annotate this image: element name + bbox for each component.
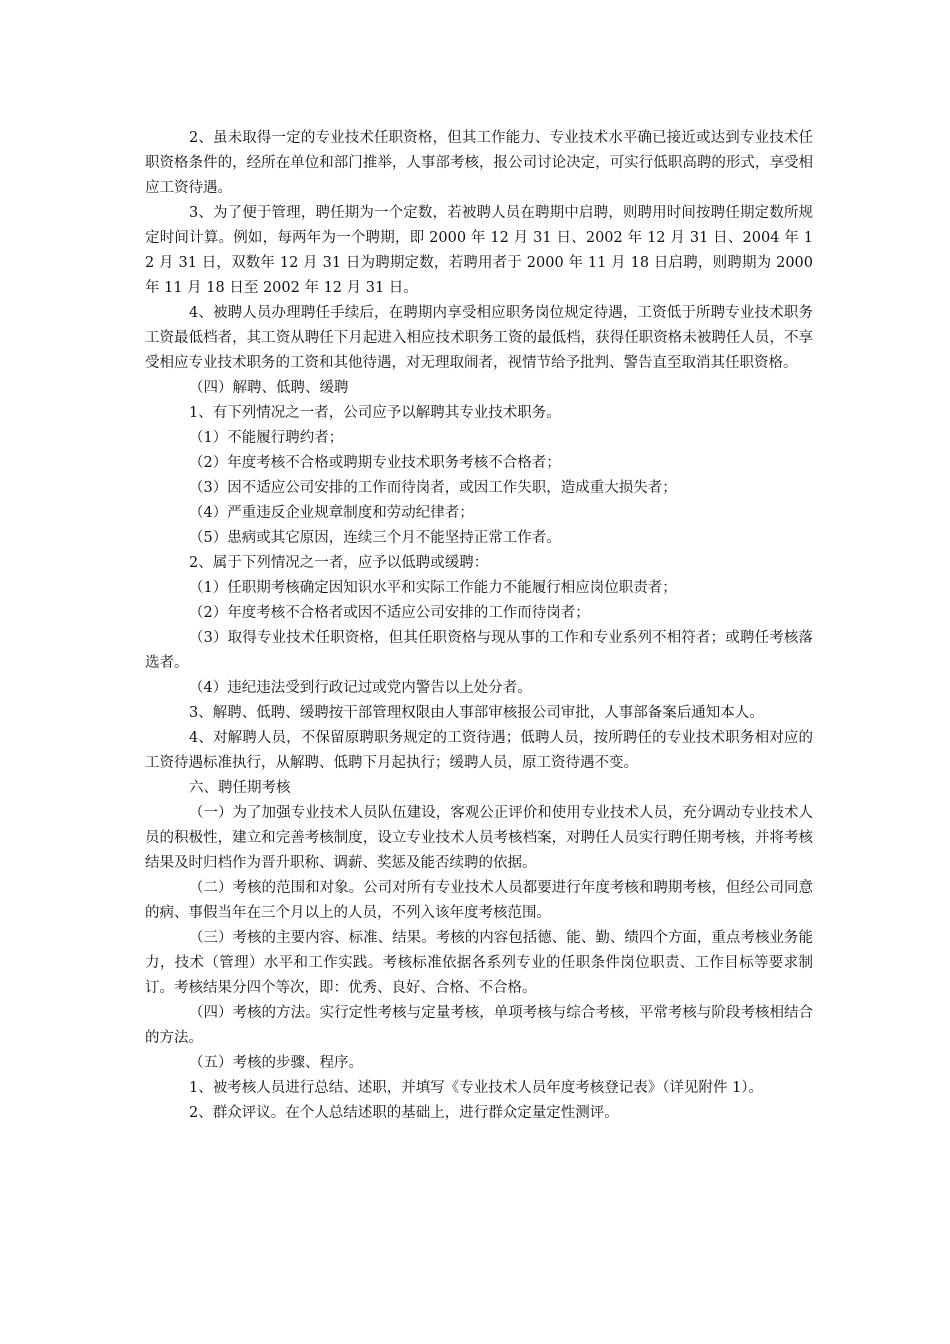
list-item-low-hire-2: （2）年度考核不合格者或因不适应公司安排的工作而待岗者； (189, 605, 590, 621)
list-item-dismissal-2: （2）年度考核不合格或聘期专业技术职务考核不合格者； (189, 455, 561, 471)
list-item-dismissal-1: （1）不能履行聘约者； (189, 430, 344, 446)
paragraph-assessment-2: （二）考核的范围和对象。公司对所有专业技术人员都要进行年度考核和聘期考核，但经公司同意的病、事假当年在三个月以上的人员，不列入该年度考核范围。 (145, 880, 813, 921)
paragraph-assessment-4: （四）考核的方法。实行定性考核与定量考核，单项考核与综合考核，平常考核与阶段考核相结合的方法。 (145, 1005, 813, 1046)
list-item-dismissal-4: （4）严重违反企业规章制度和劳动纪律者； (189, 505, 474, 521)
paragraph-assessment-1: （一）为了加强专业技术人员队伍建设，客观公正评价和使用专业技术人员，充分调动专业技术人员的积极性，建立和完善考核制度，设立专业技术人员考核档案，对聘任人员实行聘任期考核，并将考核结果及时归档作为晋升职称、调薪、奖惩及能否续聘的依据。 (145, 805, 813, 871)
document-body (145, 126, 813, 1126)
list-item-dismissal-5: （5）患病或其它原因，连续三个月不能坚持正常工作者。 (189, 530, 561, 546)
section-heading-assessment: 六、聘任期考核 (189, 780, 291, 796)
list-item-procedure-1: 1、被考核人员进行总结、述职，并填写《专业技术人员年度考核登记表》（详见附件 1）。 (189, 1080, 764, 1096)
paragraph-assessment-3: （三）考核的主要内容、标准、结果。考核的内容包括德、能、勤、绩四个方面，重点考核业务能力，技术（管理）水平和工作实践。考核标准依据各系列专业的任职条件岗位职责、工作目标等要求制订。考核结果分四个等次，即：优秀、良好、合格、不合格。 (145, 930, 813, 996)
section-heading-dismissal: （四）解聘、低聘、缓聘 (189, 380, 349, 396)
paragraph-dismissal-1: 1、有下列情况之一者，公司应予以解聘其专业技术职务。 (189, 405, 561, 421)
paragraph-dismissal-4: 4、对解聘人员，不保留原聘职务规定的工资待遇；低聘人员，按所聘任的专业技术职务相对应的工资待遇标准执行，从解聘、低聘下月起执行；缓聘人员，原工资待遇不变。 (145, 730, 813, 771)
list-item-low-hire-4: （4）违纪违法受到行政记过或党内警告以上处分者。 (189, 680, 532, 696)
paragraph-dismissal-2: 2、属于下列情况之一者，应予以低聘或缓聘： (189, 555, 489, 571)
list-item-low-hire-3: （3）取得专业技术任职资格，但其任职资格与现从事的工作和专业系列不相符者；或聘任考核落选者。 (145, 630, 813, 671)
paragraph-item-3: 3、为了便于管理，聘任期为一个定数，若被聘人员在聘期中启聘，则聘用时间按聘任期定数所规定时间计算。例如，每两年为一个聘期，即 2000 年 12 月 31 日、2002 年 12 月 31 日、2004 年 12 月 31 日，双数年 12 月 31 日为聘期定数，若聘用者于 2000 年 11 月 18 日启聘，则聘期为 2000 年 11 月 18 日至 2002 年 12 月 31 日。 (145, 205, 813, 296)
list-item-low-hire-1: （1）任职期考核确定因知识水平和实际工作能力不能履行相应岗位职责者； (189, 580, 677, 596)
paragraph-dismissal-3: 3、解聘、低聘、缓聘按干部管理权限由人事部审核报公司审批，人事部备案后通知本人。 (189, 705, 764, 721)
list-item-procedure-2: 2、群众评议。在个人总结述职的基础上，进行群众定量定性测评。 (189, 1105, 619, 1121)
list-item-dismissal-3: （3）因不适应公司安排的工作而待岗者，或因工作失职，造成重大损失者； (189, 480, 677, 496)
paragraph-item-4: 4、被聘人员办理聘任手续后，在聘期内享受相应职务岗位规定待遇，工资低于所聘专业技术职务工资最低档者，其工资从聘任下月起进入相应技术职务工资的最低档，获得任职资格未被聘任人员，不享受相应专业技术职务的工资和其他待遇，对无理取闹者，视情节给予批判、警告直至取消其任职资格。 (145, 305, 813, 371)
paragraph-item-2: 2、虽未取得一定的专业技术任职资格，但其工作能力、专业技术水平确已接近或达到专业技术任职资格条件的，经所在单位和部门推举，人事部考核，报公司讨论决定，可实行低职高聘的形式，享受相应工资待遇。 (145, 130, 813, 196)
paragraph-assessment-5: （五）考核的步骤、程序。 (189, 1055, 363, 1071)
